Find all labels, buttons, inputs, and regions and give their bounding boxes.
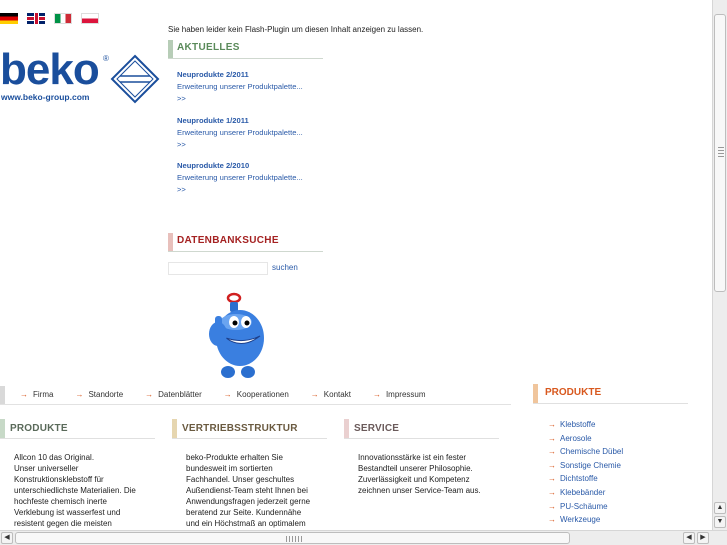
aktuelles-heading: AKTUELLES	[168, 40, 323, 58]
nav-item-label[interactable]: Standorte	[88, 390, 124, 399]
flag-italy-icon[interactable]	[54, 13, 72, 24]
product-category-label[interactable]: Chemische Dübel	[560, 447, 624, 457]
product-category-aerosole[interactable]	[548, 432, 623, 446]
arrow-right-icon: →	[145, 390, 154, 399]
scroll-left-button[interactable]: ◀	[683, 532, 695, 544]
search-input[interactable]	[168, 262, 268, 275]
news-text[interactable]: Erweiterung unserer Produktpalette...	[177, 82, 303, 91]
service-column-text	[358, 452, 518, 496]
text-line: und ein Höchstmaß an optimalem	[186, 519, 306, 528]
arrow-right-icon: →	[20, 390, 28, 399]
horizontal-scrollbar[interactable]	[0, 530, 727, 545]
text-line: Bestandteil unserer Philosophie.	[358, 464, 473, 473]
produkte-category-list	[548, 418, 623, 527]
flash-plugin-message: Sie haben leider kein Flash-Plugin um diesen Inhalt anzeigen zu lassen.	[168, 25, 424, 34]
product-category-werkzeuge[interactable]	[548, 513, 623, 527]
vertical-scrollbar[interactable]	[712, 0, 727, 530]
vertriebsstruktur-column-heading: VERTRIEBSSTRUKTUR	[172, 419, 327, 439]
news-more-link[interactable]: >>	[177, 140, 186, 149]
text-line: Anwendungsfragen jederzeit gerne	[186, 497, 311, 506]
text-line: zeichnen unser Service-Team aus.	[358, 486, 481, 495]
product-category-label[interactable]: Klebstoffe	[560, 420, 596, 429]
product-category-klebstoffe[interactable]	[548, 418, 623, 432]
product-category-dichtstoffe[interactable]	[548, 472, 623, 486]
text-line: unterschiedlichste Materialien. Die	[14, 486, 136, 495]
text-line: bundesweit im sortierten	[186, 464, 273, 473]
product-category-label[interactable]: Werkzeuge	[560, 515, 601, 525]
text-line: hochfeste chemisch inerte	[14, 497, 107, 506]
product-category-klebebaender[interactable]	[548, 486, 623, 500]
news-text[interactable]: Erweiterung unserer Produktpalette...	[177, 128, 303, 137]
text-line: Innovationsstärke ist ein fester	[358, 453, 467, 462]
arrow-right-icon: →	[548, 515, 556, 525]
arrow-right-icon: →	[548, 501, 556, 511]
arrow-right-icon: →	[548, 433, 556, 443]
arrow-right-icon: →	[75, 390, 84, 399]
product-category-label[interactable]: PU-Schäume	[560, 501, 608, 511]
produkte-sidebar-heading: PRODUKTE	[533, 384, 688, 404]
main-navigation	[0, 385, 511, 405]
logo-registered-mark: ®	[103, 54, 109, 63]
nav-item-label[interactable]: Datenblätter	[158, 390, 202, 399]
news-title[interactable]: Neuprodukte 1/2011	[177, 116, 249, 125]
produkte-column-text	[14, 452, 174, 529]
arrow-right-icon: →	[372, 390, 381, 399]
news-more-link[interactable]: >>	[177, 94, 186, 103]
arrow-right-icon: →	[548, 420, 556, 429]
nav-item-kontakt[interactable]	[311, 390, 351, 399]
logo-diamond-icon	[110, 54, 160, 104]
beko-logo[interactable]	[0, 45, 165, 106]
language-selector	[0, 13, 99, 24]
product-category-label[interactable]: Dichtstoffe	[560, 474, 598, 484]
product-category-label[interactable]: Sonstige Chemie	[560, 460, 621, 470]
scroll-up-button[interactable]: ▲	[714, 502, 726, 514]
product-category-label[interactable]: Aerosole	[560, 433, 592, 443]
horizontal-scroll-thumb[interactable]	[15, 532, 570, 544]
nav-item-standorte[interactable]	[75, 390, 123, 399]
news-more-link[interactable]: >>	[177, 185, 186, 194]
text-line: beko-Produkte erhalten Sie	[186, 453, 283, 462]
nav-item-label[interactable]: Kontakt	[323, 390, 351, 399]
text-line: Konstruktionsklebstoff für	[14, 475, 104, 484]
product-category-label[interactable]: Klebebänder	[560, 487, 606, 497]
produkte-column-heading: PRODUKTE	[0, 419, 155, 439]
nav-item-label[interactable]: Impressum	[385, 390, 426, 399]
scroll-down-button[interactable]: ▼	[714, 516, 726, 528]
text-line: Zuverlässigkeit und Kompetenz	[358, 475, 470, 484]
mascot-image	[206, 292, 268, 380]
nav-item-impressum[interactable]	[373, 390, 426, 399]
grip-icon	[718, 147, 724, 159]
arrow-right-icon: →	[548, 447, 556, 457]
product-category-pu-schaeume[interactable]	[548, 500, 623, 514]
arrow-right-icon: →	[223, 390, 232, 399]
text-line: Unser universeller	[14, 464, 79, 473]
news-text[interactable]: Erweiterung unserer Produktpalette...	[177, 173, 303, 182]
scroll-right-button[interactable]: ▶	[697, 532, 709, 544]
service-column-heading: SERVICE	[344, 419, 499, 439]
arrow-right-icon: →	[548, 460, 556, 470]
text-line: Allcon 10 das Original.	[14, 453, 95, 462]
flag-uk-icon[interactable]	[27, 13, 45, 24]
text-line: Verklebung ist wasserfest und	[14, 508, 121, 517]
logo-url: www.beko-group.com	[1, 92, 90, 102]
datenbanksuche-heading: DATENBANKSUCHE	[168, 233, 323, 251]
text-line: beratend zur Seite. Kundennähe	[186, 508, 302, 517]
text-line: resistent gegen die meisten	[14, 519, 112, 528]
news-item[interactable]	[177, 115, 327, 151]
logo-wordmark: beko	[0, 45, 99, 94]
product-category-chemische-duebel[interactable]	[548, 445, 623, 459]
text-line: Fachhandel. Unser geschultes	[186, 475, 295, 484]
news-title[interactable]: Neuprodukte 2/2010	[177, 161, 250, 170]
arrow-right-icon: →	[310, 390, 319, 399]
nav-item-datenblaetter[interactable]	[145, 390, 202, 399]
search-button[interactable]: suchen	[272, 263, 298, 272]
vertical-scroll-thumb[interactable]	[714, 14, 726, 292]
arrow-right-icon: →	[548, 487, 556, 497]
news-title[interactable]: Neuprodukte 2/2011	[177, 70, 249, 79]
product-category-sonstige-chemie[interactable]	[548, 459, 623, 473]
text-line: Außendienst-Team steht Ihnen bei	[186, 486, 308, 495]
news-item[interactable]	[177, 69, 327, 105]
flag-germany-icon[interactable]	[0, 13, 18, 24]
vertriebsstruktur-column-text	[186, 452, 346, 529]
arrow-right-icon: →	[548, 474, 556, 484]
nav-item-label[interactable]: Kooperationen	[236, 390, 289, 399]
nav-item-firma[interactable]	[20, 390, 53, 399]
scroll-left-button[interactable]: ◀	[1, 532, 13, 544]
flag-poland-icon[interactable]	[81, 13, 99, 24]
news-item[interactable]	[177, 160, 327, 196]
grip-icon	[286, 536, 302, 542]
nav-item-kooperationen[interactable]	[224, 390, 289, 399]
nav-item-label[interactable]: Firma	[33, 390, 54, 399]
